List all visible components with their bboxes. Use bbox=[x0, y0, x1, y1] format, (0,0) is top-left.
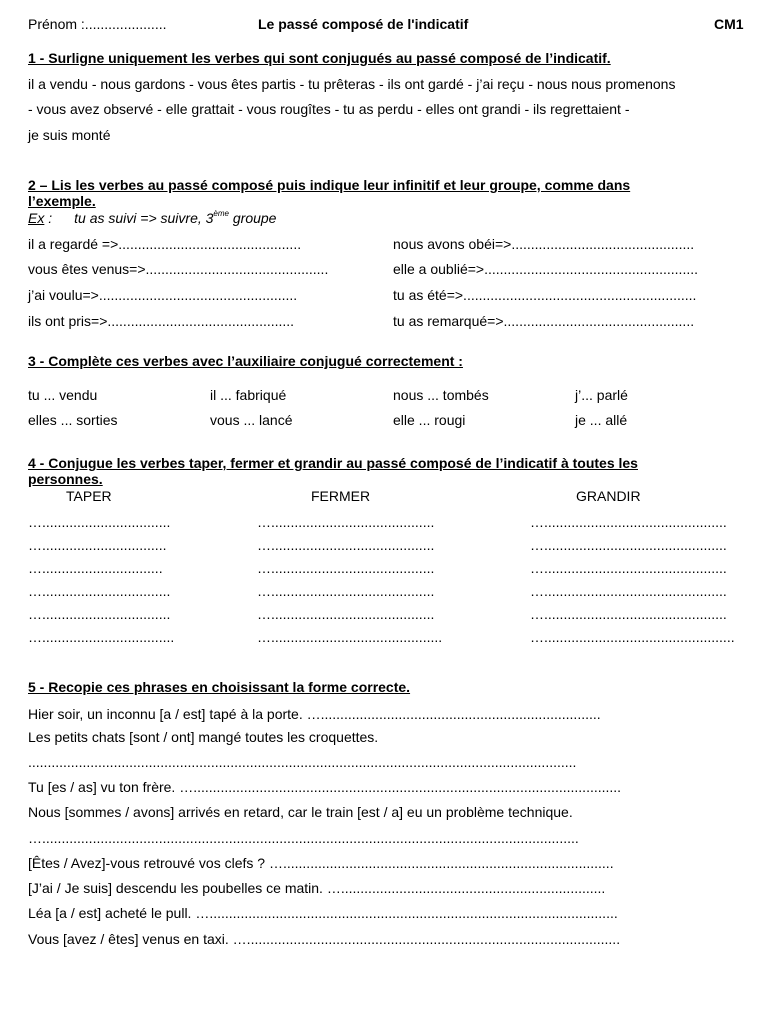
exercise-2-item: tu as remarqué=>................................................. bbox=[393, 313, 695, 329]
prenom-field: Prénom :..................... bbox=[28, 16, 167, 32]
exercise-2-example bbox=[28, 210, 276, 226]
answer-line-fermer[interactable]: …............................................ bbox=[257, 629, 443, 645]
class-level: CM1 bbox=[714, 16, 744, 32]
exercise-3-item: vous ... lancé bbox=[210, 412, 293, 428]
answer-line-grandir[interactable]: …................................................. bbox=[530, 629, 735, 645]
exercise-4-title: 4 - Conjugue les verbes taper, fermer et grandir au passé composé de l’indicatif à toutes les bbox=[28, 455, 638, 471]
answer-line-fermer[interactable]: ….......................................... bbox=[257, 514, 435, 530]
exercise-3-title: 3 - Complète ces verbes avec l’auxiliaire conjugué correctement : bbox=[28, 353, 463, 369]
answer-line-fermer[interactable]: ….......................................... bbox=[257, 560, 435, 576]
column-header-taper: TAPER bbox=[66, 488, 112, 504]
answer-line-taper[interactable]: …................................. bbox=[28, 514, 171, 530]
exercise-3-item: elle ... rougi bbox=[393, 412, 466, 428]
exercise-5-line[interactable]: Tu [es / as] vu ton frère. ….............................................................................................................. bbox=[28, 779, 622, 795]
exercise-2-item: nous avons obéi=>............................................... bbox=[393, 236, 695, 252]
answer-line-grandir[interactable]: …............................................... bbox=[530, 606, 727, 622]
page-title: Le passé composé de l'indicatif bbox=[258, 16, 469, 32]
answer-line-grandir[interactable]: …............................................... bbox=[530, 583, 727, 599]
exercise-5-line[interactable]: Vous [avez / êtes] venus en taxi. …................................................................................................ bbox=[28, 931, 621, 947]
answer-line-taper[interactable]: …................................. bbox=[28, 606, 171, 622]
answer-line-taper[interactable]: …................................. bbox=[28, 583, 171, 599]
example-superscript: ème bbox=[213, 209, 229, 219]
example-end: groupe bbox=[228, 210, 277, 226]
column-header-grandir: GRANDIR bbox=[576, 488, 641, 504]
exercise-1-line: - vous avez observé - elle grattait - vous rougîtes - tu as perdu - elles ont grandi - ils regrettaient - bbox=[28, 101, 630, 117]
exercise-2-title-cont: l’exemple. bbox=[28, 193, 96, 209]
exercise-5-line: Les petits chats [sont / ont] mangé toutes les croquettes. bbox=[28, 729, 379, 745]
exercise-2-item: tu as été=>............................................................ bbox=[393, 287, 697, 303]
exercise-5-line: Nous [sommes / avons] arrivés en retard, car le train [est / a] eu un problème technique. bbox=[28, 804, 573, 820]
answer-line-fermer[interactable]: ….......................................... bbox=[257, 537, 435, 553]
exercise-5-line[interactable]: Hier soir, un inconnu [a / est] tapé à la porte. …........................................................................ bbox=[28, 706, 601, 722]
answer-line-grandir[interactable]: …............................................... bbox=[530, 560, 727, 576]
column-header-fermer: FERMER bbox=[311, 488, 371, 504]
exercise-1-title: 1 - Surligne uniquement les verbes qui sont conjugués au passé composé de l’indicatif. bbox=[28, 50, 611, 66]
answer-line-taper[interactable]: …................................ bbox=[28, 537, 167, 553]
exercise-5-line[interactable]: [J’ai / Je suis] descendu les poubelles ce matin. ….................................................................... bbox=[28, 880, 606, 896]
exercise-5-answer-line[interactable]: ….......................................................................................................................................... bbox=[28, 830, 579, 846]
exercise-2-item: j’ai voulu=>................................................... bbox=[28, 287, 298, 303]
exercise-3-item: tu ... vendu bbox=[28, 387, 98, 403]
exercise-2-title: 2 – Lis les verbes au passé composé puis indique leur infinitif et leur groupe, comme dans bbox=[28, 177, 631, 193]
exercise-5-line[interactable]: [Êtes / Avez]-vous retrouvé vos clefs ? …..................................................................................... bbox=[28, 855, 614, 871]
exercise-2-item: ils ont pris=>................................................ bbox=[28, 313, 295, 329]
answer-line-taper[interactable]: ….................................. bbox=[28, 629, 175, 645]
exercise-1-line: je suis monté bbox=[28, 127, 111, 143]
answer-line-taper[interactable]: …............................... bbox=[28, 560, 163, 576]
exercise-3-item: il ... fabriqué bbox=[210, 387, 287, 403]
exercise-2-item: il a regardé =>............................................... bbox=[28, 236, 302, 252]
exercise-2-item: vous êtes venus=>............................................... bbox=[28, 261, 329, 277]
example-text: tu as suivi => suivre, 3 bbox=[74, 210, 214, 226]
exercise-5-answer-line[interactable]: ............................................................................................................................................. bbox=[28, 754, 577, 770]
exercise-3-item: elles ... sorties bbox=[28, 412, 118, 428]
exercise-5-title: 5 - Recopie ces phrases en choisissant la forme correcte. bbox=[28, 679, 411, 695]
exercise-1-line: il a vendu - nous gardons - vous êtes partis - tu prêteras - ils ont gardé - j’ai reçu - nous nous promenons bbox=[28, 76, 676, 92]
exercise-5-line[interactable]: Léa [a / est] acheté le pull. …......................................................................................................... bbox=[28, 905, 618, 921]
exercise-3-item: nous ... tombés bbox=[393, 387, 489, 403]
example-colon: : bbox=[44, 210, 53, 226]
answer-line-fermer[interactable]: ….......................................... bbox=[257, 606, 435, 622]
answer-line-grandir[interactable]: …............................................... bbox=[530, 537, 727, 553]
exercise-2-item: elle a oublié=>....................................................... bbox=[393, 261, 699, 277]
answer-line-grandir[interactable]: …............................................... bbox=[530, 514, 727, 530]
exercise-3-item: j’... parlé bbox=[575, 387, 628, 403]
exercise-4-title-cont: personnes. bbox=[28, 471, 103, 487]
answer-line-fermer[interactable]: ….......................................... bbox=[257, 583, 435, 599]
example-label: Ex bbox=[28, 210, 45, 226]
exercise-3-item: je ... allé bbox=[575, 412, 628, 428]
